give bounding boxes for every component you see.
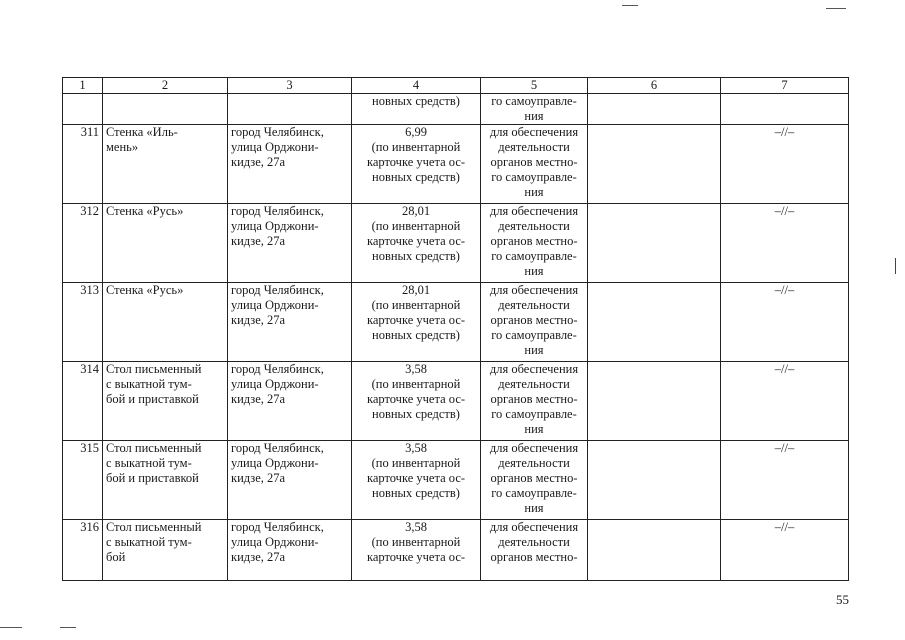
cell-line: го самоуправле-	[491, 486, 577, 500]
table-row	[63, 362, 849, 441]
cell-line: (по инвентарной	[371, 377, 461, 391]
cell-line: город Челябинск,	[231, 204, 324, 218]
cell-purpose	[481, 283, 588, 362]
cell-line: бой и приставкой	[106, 471, 199, 485]
cell-col7: –//–	[721, 362, 849, 441]
cell-line: деятельности	[498, 219, 570, 233]
cell-line: го самоуправле-	[491, 170, 577, 184]
table-row	[63, 204, 849, 283]
cell-col7	[721, 94, 849, 125]
cell-line: карточке учета ос-	[366, 392, 466, 406]
scan-mark	[0, 627, 22, 628]
cell-name	[103, 362, 228, 441]
cell-line: органов местно-	[490, 471, 578, 485]
cell-num: 314	[63, 362, 103, 441]
cell-line: деятельности	[498, 298, 570, 312]
cell-line: ния	[524, 264, 544, 278]
cell-line: для обеспечения	[489, 520, 579, 534]
cell-line: кидзе, 27а	[231, 471, 286, 485]
cell-line: новных средств)	[372, 328, 460, 342]
cell-line: город Челябинск,	[231, 520, 324, 534]
cell-line: ния	[524, 422, 544, 436]
cell-purpose	[481, 441, 588, 520]
cell-line: улица Орджони-	[231, 219, 319, 233]
cell-line: 6,99	[405, 125, 427, 139]
cell-line: деятельности	[498, 535, 570, 549]
cell-line: новных средств)	[372, 486, 460, 500]
cell-line: Стенка «Иль-	[106, 125, 178, 139]
cell-line: для обеспечения	[489, 362, 579, 376]
cell-line: для обеспечения	[489, 204, 579, 218]
cell-line: го самоуправле-	[491, 249, 577, 263]
cell-col6	[588, 94, 721, 125]
cell-line: новных средств)	[372, 94, 460, 108]
cell-col7: –//–	[721, 520, 849, 581]
cell-line: новных средств)	[372, 249, 460, 263]
cell-address	[228, 94, 352, 125]
cell-col7: –//–	[721, 441, 849, 520]
cell-line: (по инвентарной	[371, 140, 461, 154]
cell-line: органов местно-	[490, 155, 578, 169]
cell-cost	[352, 204, 481, 283]
cell-line: карточке учета ос-	[366, 313, 466, 327]
column-number: 5	[481, 78, 588, 94]
cell-col6	[588, 441, 721, 520]
cell-line: для обеспечения	[489, 125, 579, 139]
column-number: 3	[228, 78, 352, 94]
cell-line: город Челябинск,	[231, 125, 324, 139]
cell-num: 315	[63, 441, 103, 520]
cell-line: Стенка «Русь»	[106, 204, 184, 218]
cell-line: улица Орджони-	[231, 140, 319, 154]
cell-line: деятельности	[498, 140, 570, 154]
column-number: 7	[721, 78, 849, 94]
cell-line: Стенка «Русь»	[106, 283, 184, 297]
cell-line: кидзе, 27а	[231, 234, 286, 248]
cell-address	[228, 441, 352, 520]
cell-num: 312	[63, 204, 103, 283]
cell-col7: –//–	[721, 204, 849, 283]
cell-name	[103, 283, 228, 362]
cell-col6	[588, 520, 721, 581]
cell-cost	[352, 520, 481, 581]
cell-line: улица Орджони-	[231, 298, 319, 312]
table-row	[63, 441, 849, 520]
cell-line: карточке учета ос-	[366, 471, 466, 485]
cell-line: 3,58	[405, 362, 427, 376]
scan-mark	[826, 8, 846, 9]
cell-col7: –//–	[721, 283, 849, 362]
cell-line: улица Орджони-	[231, 456, 319, 470]
cell-line: ния	[524, 501, 544, 515]
cell-line: бой	[106, 550, 126, 564]
cell-purpose	[481, 125, 588, 204]
cell-name	[103, 520, 228, 581]
column-number: 2	[103, 78, 228, 94]
cell-col6	[588, 362, 721, 441]
cell-line: для обеспечения	[489, 283, 579, 297]
scan-mark	[895, 258, 896, 274]
cell-address	[228, 520, 352, 581]
cell-line: кидзе, 27а	[231, 155, 286, 169]
cell-line: 28,01	[401, 283, 431, 297]
cell-col6	[588, 125, 721, 204]
cell-num: 311	[63, 125, 103, 204]
cell-line: ния	[524, 343, 544, 357]
page-number: 55	[836, 592, 849, 607]
cell-line: органов местно-	[490, 313, 578, 327]
cell-address	[228, 362, 352, 441]
cell-purpose	[481, 204, 588, 283]
cell-num: 316	[63, 520, 103, 581]
cell-name	[103, 441, 228, 520]
cell-line: кидзе, 27а	[231, 550, 286, 564]
column-number-header	[63, 78, 849, 94]
cell-line: новных средств)	[372, 170, 460, 184]
cell-line: органов местно-	[490, 234, 578, 248]
cell-cost	[352, 441, 481, 520]
cell-line: (по инвентарной	[371, 456, 461, 470]
cell-line: бой и приставкой	[106, 392, 199, 406]
cell-line: карточке учета ос-	[366, 155, 466, 169]
cell-cost	[352, 125, 481, 204]
cell-name	[103, 125, 228, 204]
table-row	[63, 283, 849, 362]
cell-address	[228, 125, 352, 204]
cell-cost	[352, 362, 481, 441]
cell-cost	[352, 94, 481, 125]
cell-line: деятельности	[498, 377, 570, 391]
cell-line: 3,58	[405, 520, 427, 534]
cell-address	[228, 204, 352, 283]
cell-line: ния	[524, 109, 544, 123]
cell-line: улица Орджони-	[231, 377, 319, 391]
cell-line: мень»	[106, 140, 139, 154]
cell-line: улица Орджони-	[231, 535, 319, 549]
cell-line: карточке учета ос-	[366, 234, 466, 248]
column-number: 6	[588, 78, 721, 94]
cell-line: для обеспечения	[489, 441, 579, 455]
cell-line: го самоуправле-	[491, 328, 577, 342]
cell-purpose	[481, 362, 588, 441]
cell-col6	[588, 283, 721, 362]
cell-line: ния	[524, 185, 544, 199]
cell-address	[228, 283, 352, 362]
cell-purpose	[481, 94, 588, 125]
cell-num	[63, 94, 103, 125]
cell-line: кидзе, 27а	[231, 392, 286, 406]
cell-name	[103, 94, 228, 125]
cell-line: го самоуправле-	[491, 94, 577, 108]
cell-line: с выкатной тум-	[106, 456, 192, 470]
cell-line: с выкатной тум-	[106, 535, 192, 549]
cell-col6	[588, 204, 721, 283]
cell-col7: –//–	[721, 125, 849, 204]
cell-cost	[352, 283, 481, 362]
continuation-row	[63, 94, 849, 125]
table-row	[63, 520, 849, 581]
cell-num: 313	[63, 283, 103, 362]
cell-line: (по инвентарной	[371, 219, 461, 233]
cell-line: карточке учета ос-	[366, 550, 466, 564]
cell-line: город Челябинск,	[231, 441, 324, 455]
cell-line: с выкатной тум-	[106, 377, 192, 391]
cell-line: 28,01	[401, 204, 431, 218]
cell-purpose	[481, 520, 588, 581]
cell-line: (по инвентарной	[371, 298, 461, 312]
cell-line: органов местно-	[490, 550, 578, 564]
cell-line: Стол письменный	[106, 362, 202, 376]
cell-line: Стол письменный	[106, 441, 202, 455]
scan-mark	[622, 5, 638, 6]
column-number: 1	[63, 78, 103, 94]
cell-line: (по инвентарной	[371, 535, 461, 549]
cell-line: 3,58	[405, 441, 427, 455]
column-number: 4	[352, 78, 481, 94]
cell-name	[103, 204, 228, 283]
cell-line: Стол письменный	[106, 520, 202, 534]
property-table	[62, 77, 849, 581]
cell-line: го самоуправле-	[491, 407, 577, 421]
cell-line: деятельности	[498, 456, 570, 470]
cell-line: город Челябинск,	[231, 362, 324, 376]
cell-line: органов местно-	[490, 392, 578, 406]
scan-mark	[60, 627, 76, 628]
table-row	[63, 125, 849, 204]
cell-line: город Челябинск,	[231, 283, 324, 297]
cell-line: кидзе, 27а	[231, 313, 286, 327]
cell-line: новных средств)	[372, 407, 460, 421]
